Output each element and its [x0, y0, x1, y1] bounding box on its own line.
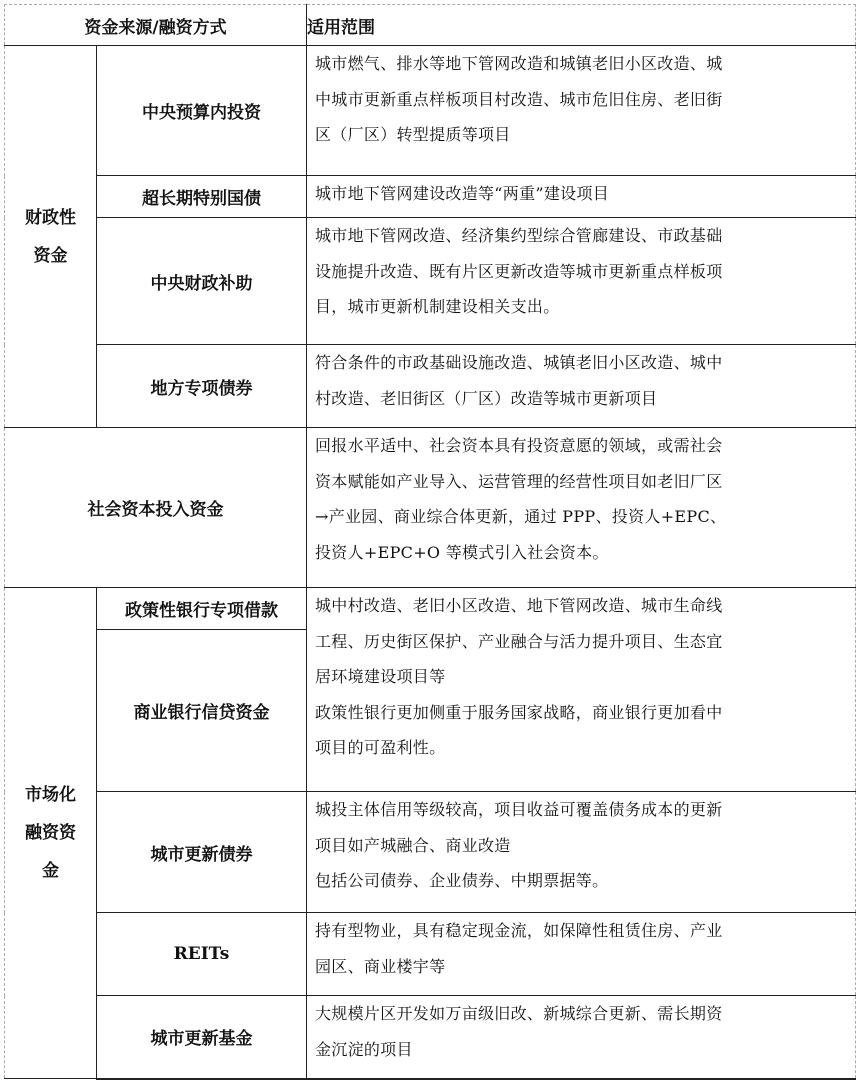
scope-cell — [307, 428, 856, 588]
scope-line: 城市地下管网改造、经济集约型综合管廊建设、市政基础 — [315, 226, 723, 245]
table-row — [5, 218, 856, 345]
scope-cell — [307, 46, 856, 176]
category-fiscal — [5, 46, 97, 428]
subcategory-name: 地方专项债券 — [97, 345, 307, 428]
category-line: 融资资 — [25, 823, 76, 843]
scope-line: 村改造、老旧街区（厂区）改造等城市更新项目 — [315, 388, 658, 408]
scope-cell — [307, 345, 856, 428]
scope-line: 居环境建设项目等 — [315, 667, 446, 686]
scope-cell — [307, 996, 856, 1079]
table-row — [5, 46, 856, 176]
subcategory-name: 城市更新债券 — [97, 792, 307, 913]
scope-cell — [307, 913, 856, 996]
scope-line: 工程、历史街区保护、产业融合与活力提升项目、生态宜 — [315, 631, 723, 651]
scope-line: 项目如产城融合、商业改造 — [315, 835, 511, 855]
table-row — [5, 345, 856, 428]
category-line: 资金 — [33, 245, 68, 266]
table-row — [5, 588, 856, 630]
scope-cell — [307, 218, 856, 345]
table-row — [5, 176, 856, 218]
scope-line: →产业园、商业综合体更新，通过 PPP、投资人+EPC、 — [315, 507, 727, 526]
header-scope: 适用范围 — [307, 5, 856, 46]
category-line: 财政性 — [25, 207, 76, 228]
category-line: 金 — [42, 861, 59, 881]
scope-cell — [307, 792, 856, 913]
scope-line: 符合条件的市政基础设施改造、城镇老旧小区改造、城中 — [315, 353, 723, 372]
scope-line: 持有型物业，具有稳定现金流，如保障性租赁住房、产业 — [315, 921, 723, 940]
scope-cell — [307, 588, 856, 792]
scope-line: 资本赋能如产业导入、运营管理的经营性项目如老旧厂区 — [315, 471, 723, 491]
scope-line: 设施提升改造、既有片区更新改造等城市更新重点样板项 — [315, 261, 723, 281]
scope-cell — [307, 176, 856, 218]
subcategory-name: 商业银行信贷资金 — [97, 630, 307, 792]
category-social: 社会资本投入资金 — [5, 428, 307, 588]
table-row — [5, 913, 856, 996]
scope-line: 城投主体信用等级较高，项目收益可覆盖债务成本的更新 — [315, 800, 723, 819]
scope-line: 城中村改造、老旧小区改造、地下管网改造、城市生命线 — [315, 596, 723, 615]
funding-table — [4, 4, 856, 1080]
scope-line: 区（厂区）转型提质等项目 — [315, 125, 511, 144]
category-market — [5, 588, 97, 1079]
category-line: 市场化 — [25, 785, 76, 805]
scope-line: 投资人+EPC+O 等模式引入社会资本。 — [315, 542, 609, 562]
subcategory-name: 中央预算内投资 — [97, 46, 307, 176]
scope-line: 金沉淀的项目 — [315, 1039, 413, 1059]
scope-line: 回报水平适中、社会资本具有投资意愿的领域，或需社会 — [315, 436, 723, 455]
scope-line: 包括公司债券、企业债券、中期票据等。 — [315, 871, 609, 890]
subcategory-name: 超长期特别国债 — [97, 176, 307, 218]
scope-line: 大规模片区开发如万亩级旧改、新城综合更新、需长期资 — [315, 1004, 723, 1023]
subcategory-name: 城市更新基金 — [97, 996, 307, 1079]
table-row — [5, 428, 856, 588]
scope-line: 园区、商业楼宇等 — [315, 956, 446, 976]
subcategory-name: 政策性银行专项借款 — [97, 588, 307, 630]
scope-line: 项目的可盈利性。 — [315, 738, 446, 757]
table-row — [5, 792, 856, 913]
header-row — [5, 5, 856, 46]
scope-line: 城市地下管网建设改造等“两重”建设项目 — [315, 184, 610, 203]
scope-line: 政策性银行更加侧重于服务国家战略，商业银行更加看中 — [315, 702, 723, 722]
scope-line: 中城市更新重点样板项目村改造、城市危旧住房、老旧街 — [315, 89, 723, 109]
scope-line: 城市燃气、排水等地下管网改造和城镇老旧小区改造、城 — [315, 54, 723, 73]
table-row — [5, 996, 856, 1079]
subcategory-name: REITs — [97, 913, 307, 996]
header-source: 资金来源/融资方式 — [5, 5, 307, 46]
subcategory-name: 中央财政补助 — [97, 218, 307, 345]
scope-line: 目，城市更新机制建设相关支出。 — [315, 297, 560, 316]
